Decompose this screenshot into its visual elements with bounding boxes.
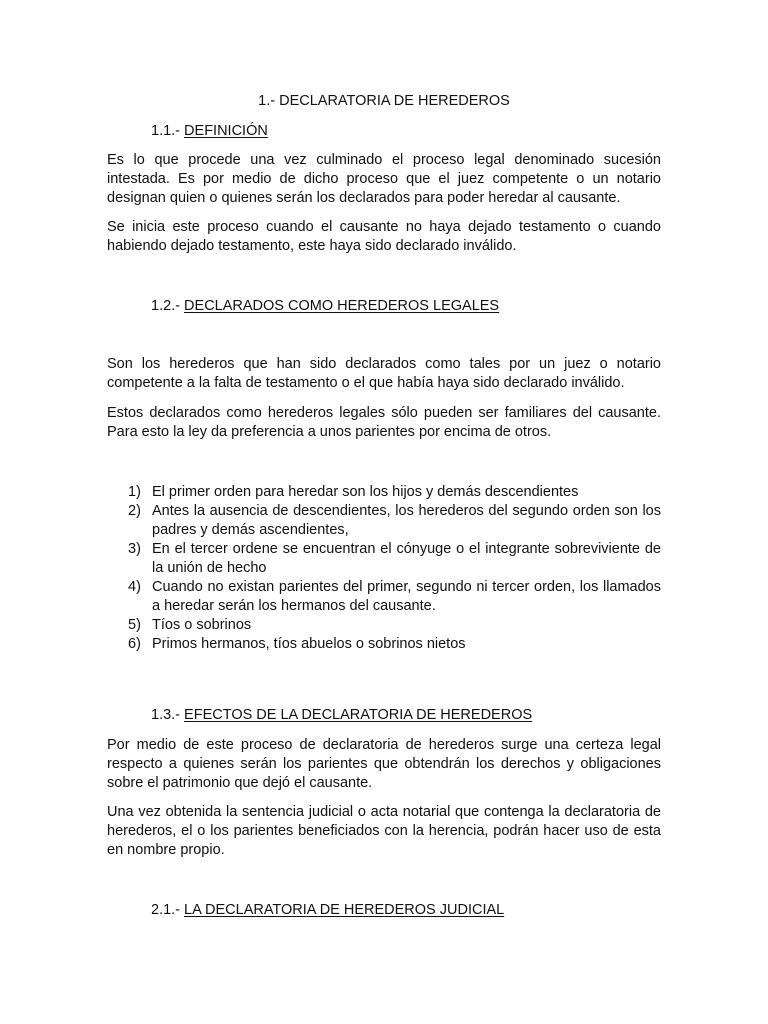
list-item [107,540,661,578]
list-item [107,578,661,616]
list-item-text: El primer orden para heredar son los hijos y demás descendientes [152,484,579,500]
list-item-text: Antes la ausencia de descendientes, los herederos del segundo orden son los padres y demás ascendientes, [152,503,661,538]
section-heading-1-2 [151,297,499,315]
paragraph-legal-heirs-1: Son los herederos que han sido declarados como tales por un juez o notario competente a la falta de testamento o el que había haya sido declarado inválido. [107,356,661,391]
heirs-order-list [107,483,661,654]
paragraph-definition-1: Es lo que procede una vez culminado el proceso legal denominado sucesión intestada. Es por medio de dicho proceso que el juez competente o un notario designan quien o quienes serán los declarados para poder heredar al causante. [107,152,661,206]
paragraph-effects-1: Por medio de este proceso de declaratoria de herederos surge una certeza legal respecto a quienes serán los parientes que obtendrán los derechos y obligaciones sobre el patrimonio que dejó el causante. [107,737,661,791]
list-item-number: 4) [128,579,141,595]
section-title: EFECTOS DE LA DECLARATORIA DE HEREDEROS [184,707,533,723]
list-item [107,635,661,654]
list-item-number: 6) [128,636,141,652]
list-item-number: 5) [128,617,141,633]
list-item-text: En el tercer ordene se encuentran el cónyuge o el integrante sobreviviente de la unión de hecho [152,541,661,576]
list-item-number: 1) [128,484,141,500]
section-heading-1-3 [151,706,532,724]
list-item-number: 3) [128,541,141,557]
paragraph-legal-heirs-2: Estos declarados como herederos legales sólo pueden ser familiares del causante. Para esto la ley da preferencia a unos parientes por encima de otros. [107,405,661,440]
section-title: DEFINICIÓN [184,123,268,139]
section-title: DECLARADOS COMO HEREDEROS LEGALES [184,298,500,314]
section-heading-1-1 [151,122,268,140]
list-item-text: Cuando no existan parientes del primer, segundo ni tercer orden, los llamados a heredar serán los hermanos del causante. [152,579,661,614]
list-item-number: 2) [128,503,141,519]
section-number: 1.2.- [151,298,181,314]
section-number: 1.1.- [151,123,181,139]
list-item [107,502,661,540]
section-title: LA DECLARATORIA DE HEREDEROS JUDICIAL [184,902,505,918]
paragraph-effects-2: Una vez obtenida la sentencia judicial o acta notarial que contenga la declaratoria de herederos, el o los parientes beneficiados con la herencia, podrán hacer uso de esta en nombre propio. [107,804,661,858]
paragraph-definition-2: Se inicia este proceso cuando el causante no haya dejado testamento o cuando habiendo dejado testamento, este haya sido declarado inválido. [107,219,661,254]
list-item [107,483,661,502]
list-item [107,616,661,635]
list-item-text: Tíos o sobrinos [152,617,252,633]
section-number: 1.3.- [151,707,181,723]
section-number: 2.1.- [151,902,181,918]
section-heading-2-1 [151,901,504,919]
document-title: 1.- DECLARATORIA DE HEREDEROS [258,93,510,109]
list-item-text: Primos hermanos, tíos abuelos o sobrinos nietos [152,636,466,652]
